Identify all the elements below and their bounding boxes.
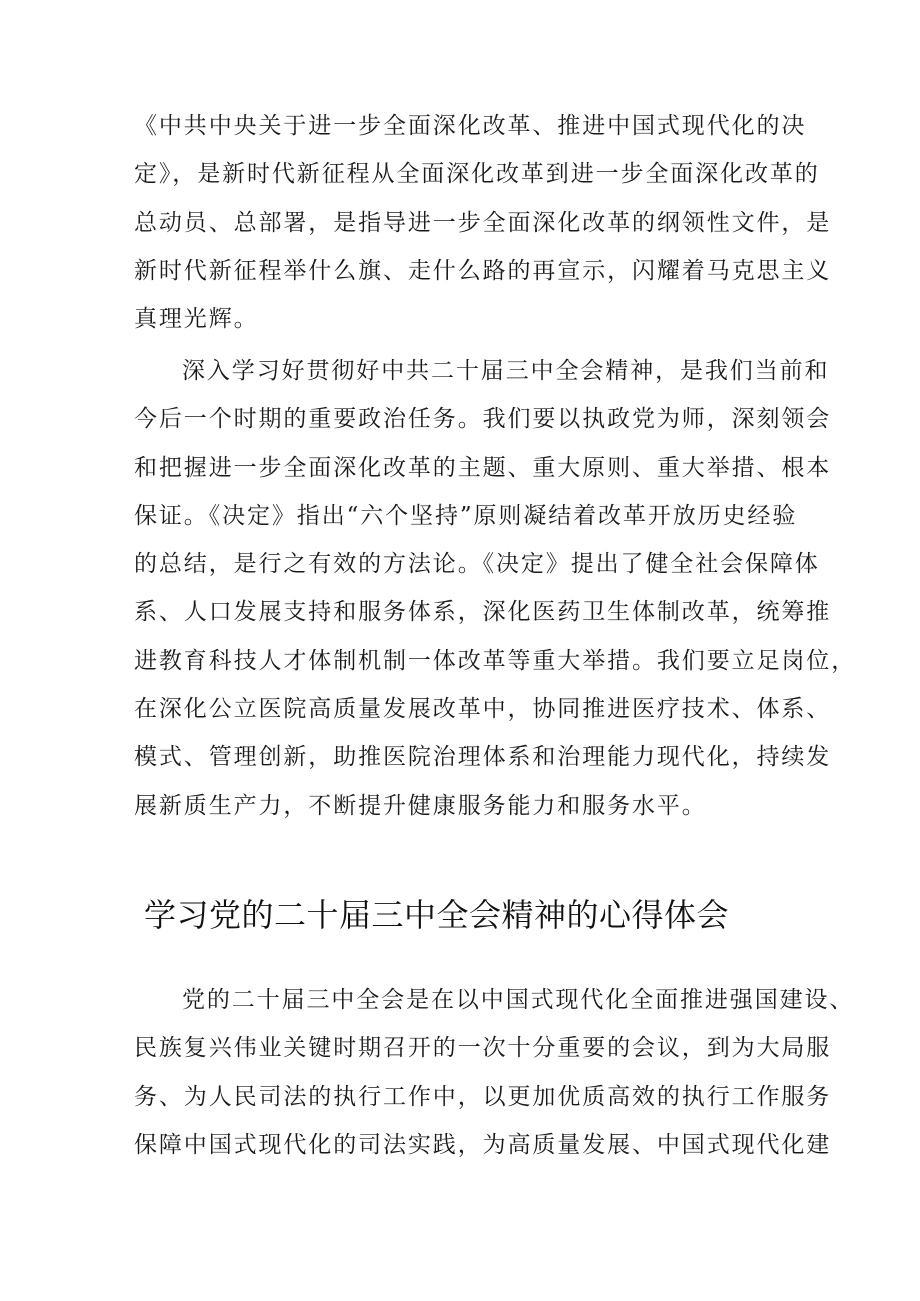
paragraph-3-line: 党的二十届三中全会是在以中国式现代化全面推进强国建设、 [182, 987, 855, 1013]
paragraph-3-line: 保障中国式现代化的司法实践，为高质量发展、中国式现代化建 [134, 1131, 832, 1158]
paragraph-2-line: 的总结，是行之有效的方法论。《决定》提出了健全社会保障体 [134, 551, 820, 578]
paragraph-1-line: 真理光辉。 [134, 306, 259, 333]
paragraph-1-line: 定》，是新时代新征程从全面深化改革到进一步全面深化改革的 [134, 161, 820, 188]
paragraph-3-line: 务、为人民司法的执行工作中，以更加优质高效的执行工作服务 [134, 1083, 832, 1110]
paragraph-3 [134, 976, 855, 1169]
section-heading: 学习党的二十届三中全会精神的心得体会 [144, 896, 730, 934]
paragraph-2-line: 和把握进一步全面深化改革的主题、重大原则、重大举措、根本 [134, 454, 832, 481]
paragraph-2-line: 系、人口发展支持和服务体系，深化医药卫生体制改革，统筹推 [134, 599, 832, 626]
paragraph-1-line: 总动员、总部署，是指导进一步全面深化改革的纲领性文件，是 [134, 209, 832, 236]
paragraph-3-line: 民族复兴伟业关键时期召开的一次十分重要的会议，到为大局服 [134, 1035, 832, 1062]
paragraph-2-line: 保证。《决定》指出“六个坚持”原则凝结着改革开放历史经验 [134, 502, 798, 529]
paragraph-2-line: 进教育科技人才体制机制一体改革等重大举措。我们要立足岗位， [134, 647, 857, 674]
paragraph-2-line: 在深化公立医院高质量发展改革中，协同推进医疗技术、体系、 [134, 696, 832, 723]
paragraph-1-line: 《中共中央关于进一步全面深化改革、推进中国式现代化的决 [134, 113, 807, 139]
paragraph-2-line: 今后一个时期的重要政治任务。我们要以执政党为师，深刻领会 [134, 406, 832, 433]
paragraph-2-line: 展新质生产力，不断提升健康服务能力和服务水平。 [134, 792, 707, 819]
paragraph-2 [134, 347, 857, 830]
paragraph-1 [134, 102, 832, 343]
paragraph-2-line: 模式、管理创新，助推医院治理体系和治理能力现代化，持续发 [134, 744, 832, 771]
paragraph-2-line: 深入学习好贯彻好中共二十届三中全会精神，是我们当前和 [182, 358, 830, 384]
paragraph-1-line: 新时代新征程举什么旗、走什么路的再宣示，闪耀着马克思主义 [134, 257, 832, 284]
